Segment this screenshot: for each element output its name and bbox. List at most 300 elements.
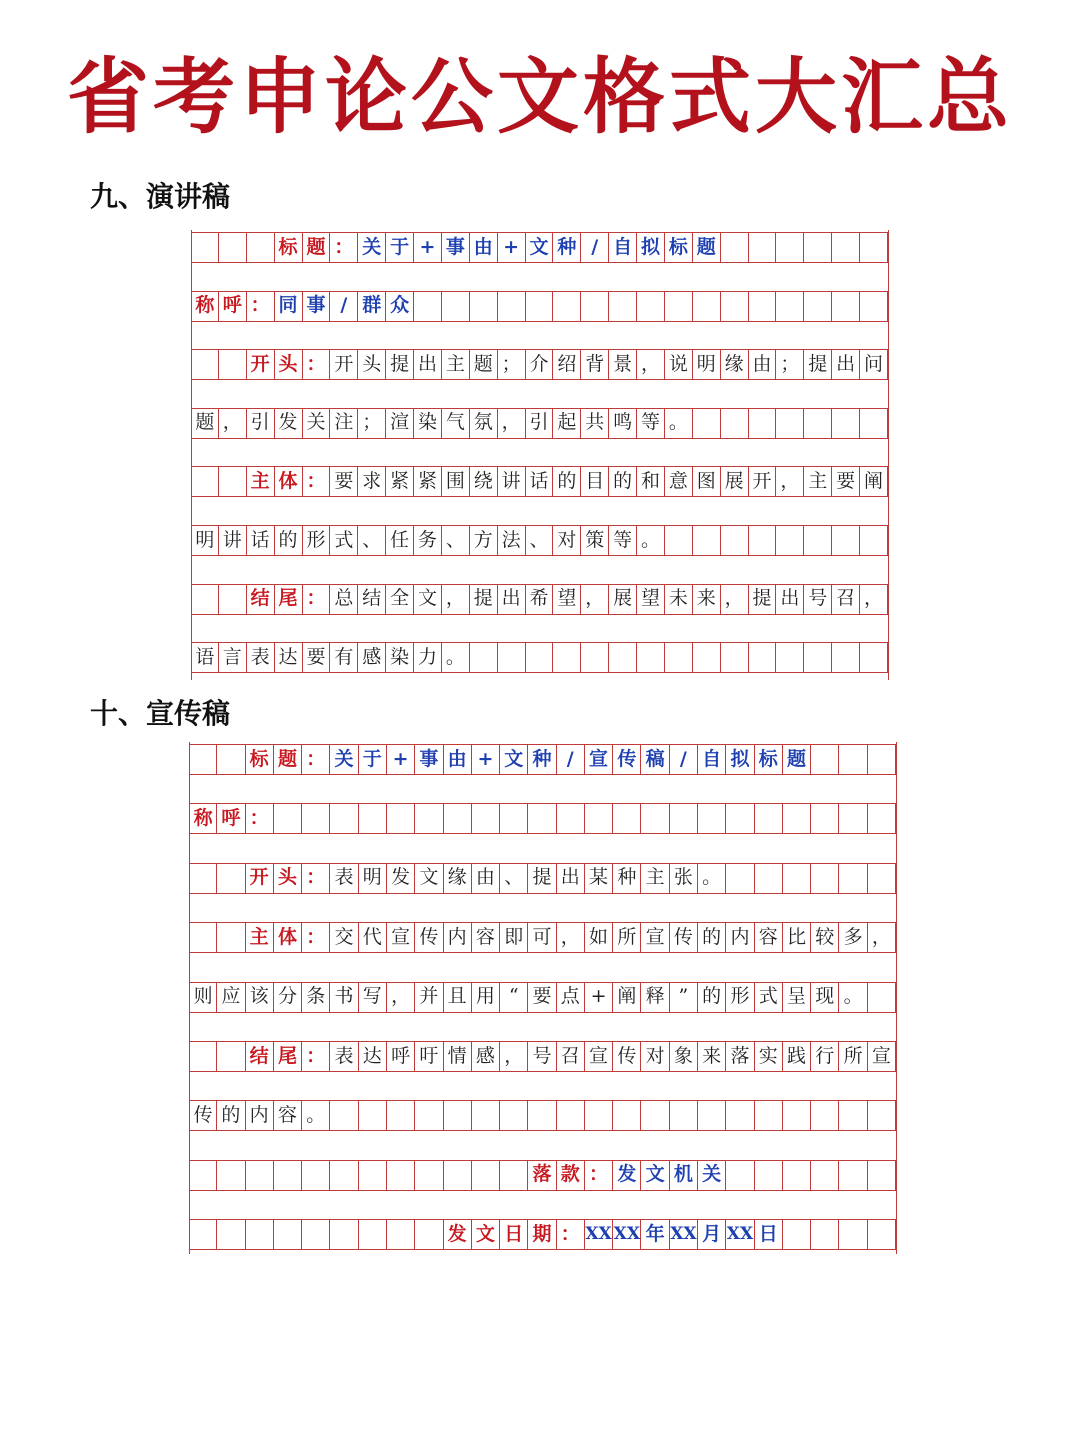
page-title: 省考申论公文格式大汇总 [66,50,1013,145]
grid-cell [526,291,554,321]
grid-char: 表 [247,642,275,672]
grid-char: 缘 [721,349,749,379]
grid-char: 紧 [414,466,442,496]
grid-char: 主 [641,863,669,893]
grid-char: 点 [557,982,585,1012]
grid-char: 达 [359,1041,387,1071]
grid-char: / [581,232,609,262]
grid-char: / [670,744,698,774]
grid-char: 书 [330,982,358,1012]
grid-cell [776,291,804,321]
grid-char: 开 [749,466,777,496]
grid-cell [585,1100,613,1130]
grid-char: 、 [358,525,386,555]
grid-cell [832,525,860,555]
grid-cell [219,584,247,614]
grid-cell [189,1160,217,1190]
grid-char: ； [358,408,386,438]
grid-char: 分 [274,982,302,1012]
grid-char: 应 [217,982,245,1012]
grid-cell [387,1160,415,1190]
grid-cell [191,584,219,614]
grid-char: ： [302,1041,330,1071]
grid-char: / [557,744,585,774]
grid-row [189,922,896,952]
grid-row [191,232,888,262]
grid-line [191,672,888,673]
grid-cell [217,863,245,893]
grid-char: 内 [726,922,754,952]
grid-row [191,642,888,672]
grid-char: 如 [585,922,613,952]
grid-char: + [414,232,442,262]
grid-char: 释 [641,982,669,1012]
grid-char: 主 [804,466,832,496]
grid-char: 意 [665,466,693,496]
grid-cell [693,525,721,555]
grid-char: 文 [500,744,528,774]
grid-cell [783,803,811,833]
grid-cell [217,1041,245,1071]
grid-char: 拟 [726,744,754,774]
grid-char: 言 [219,642,247,672]
grid-cell [387,1100,415,1130]
grid-cell [811,1100,839,1130]
grid-cell [359,803,387,833]
grid-char: 。 [637,525,665,555]
grid-char: 题 [693,232,721,262]
grid-char: 围 [442,466,470,496]
grid-char: 宣 [868,1041,896,1071]
grid-cell [804,642,832,672]
grid-cell [811,1160,839,1190]
grid-char: 的 [698,982,726,1012]
grid-char: 紧 [386,466,414,496]
grid-char: 鸣 [609,408,637,438]
grid-line [189,1012,896,1013]
grid-cell [330,803,358,833]
grid-char: 表 [330,863,358,893]
grid-row [191,349,888,379]
grid-char: 即 [500,922,528,952]
grid-char: 则 [189,982,217,1012]
grid-char: 背 [581,349,609,379]
grid-char: 文 [472,1219,500,1249]
grid-char: 望 [553,584,581,614]
grid-char: 的 [698,922,726,952]
grid-line [189,1071,896,1072]
grid-row [189,982,896,1012]
grid-char: 等 [609,525,637,555]
grid-char: 。 [698,863,726,893]
grid-cell [528,1100,556,1130]
grid-char: 绕 [470,466,498,496]
grid-cell [804,408,832,438]
grid-char: 共 [581,408,609,438]
grid-char: 出 [557,863,585,893]
grid-char: 由 [470,232,498,262]
grid-char: 结 [358,584,386,614]
grid-char: ” [670,982,698,1012]
grid-char: 染 [386,642,414,672]
grid-cell [189,1041,217,1071]
grid-char: 出 [414,349,442,379]
grid-cell [811,863,839,893]
grid-char: 题 [303,232,331,262]
grid-char: 张 [670,863,698,893]
grid-char: ， [868,922,896,952]
grid-char: 提 [804,349,832,379]
grid-char: 标 [755,744,783,774]
grid-char: ， [498,408,526,438]
grid-char: 发 [444,1219,472,1249]
grid-char: 结 [247,584,275,614]
grid-cell [330,1219,358,1249]
grid-char: 等 [637,408,665,438]
grid-char: 自 [609,232,637,262]
grid-char: 的 [275,525,303,555]
grid-cell [444,1100,472,1130]
grid-char: ， [860,584,888,614]
grid-char: 日 [500,1219,528,1249]
grid-char: XX [613,1219,641,1249]
grid-char: 吁 [415,1041,443,1071]
grid-char: 结 [246,1041,274,1071]
grid-char: 展 [609,584,637,614]
grid-char: ： [330,232,358,262]
grid-char: 实 [755,1041,783,1071]
grid-char: 宣 [387,922,415,952]
grid-cell [189,922,217,952]
grid-cell [721,642,749,672]
grid-char: 望 [637,584,665,614]
grid-char: 某 [585,863,613,893]
grid-row [191,584,888,614]
grid-cell [557,1100,585,1130]
grid-char: ： [246,803,274,833]
grid-char: 关 [330,744,358,774]
grid-char: 由 [472,863,500,893]
grid-char: 宣 [585,744,613,774]
grid-char: 介 [526,349,554,379]
grid-cell [693,291,721,321]
grid-cell [749,291,777,321]
grid-cell [860,525,888,555]
grid-char: 体 [274,922,302,952]
grid-char: ， [776,466,804,496]
grid-char: 话 [247,525,275,555]
grid-char: 标 [665,232,693,262]
grid-cell [472,1100,500,1130]
grid-char: 传 [613,1041,641,1071]
grid-cell [776,408,804,438]
grid-cell [274,1160,302,1190]
grid-char: ， [442,584,470,614]
grid-line [189,774,896,775]
grid-char: 所 [839,1041,867,1071]
grid-char: 全 [386,584,414,614]
grid-char: 、 [526,525,554,555]
grid-char: 发 [387,863,415,893]
grid-char: 多 [839,922,867,952]
grid-char: 内 [444,922,472,952]
grid-cell [839,863,867,893]
grid-cell [776,642,804,672]
grid-cell [783,1160,811,1190]
grid-line [191,262,888,263]
grid-cell [783,863,811,893]
grid-char: 。 [665,408,693,438]
grid-char: 式 [755,982,783,1012]
grid-char: 开 [330,349,358,379]
grid-line [189,952,896,953]
grid-cell [755,863,783,893]
grid-char: 主 [246,922,274,952]
grid-char: + [387,744,415,774]
grid-cell [868,863,896,893]
grid-line [189,1190,896,1191]
grid-char: 自 [698,744,726,774]
grid-cell [613,803,641,833]
grid-cell [191,466,219,496]
grid-cell [219,232,247,262]
grid-cell [553,642,581,672]
grid-cell [581,642,609,672]
grid-char: ， [721,584,749,614]
grid-char: 展 [721,466,749,496]
grid-char: 呼 [219,291,247,321]
grid-char: 稿 [641,744,669,774]
grid-cell [191,232,219,262]
grid-char: 缘 [444,863,472,893]
grid-cell [868,982,896,1012]
grid-char: 传 [415,922,443,952]
grid-char: ， [557,922,585,952]
grid-cell [415,1100,443,1130]
grid-char: 说 [665,349,693,379]
grid-char: 和 [637,466,665,496]
grid-char: 要 [303,642,331,672]
grid-line [189,1130,896,1131]
grid-cell [726,803,754,833]
grid-char: 文 [414,584,442,614]
grid-char: 条 [302,982,330,1012]
grid-char: 标 [275,232,303,262]
grid-char: 题 [783,744,811,774]
grid-char: 总 [330,584,358,614]
grid-char: 氛 [470,408,498,438]
grid-cell [472,803,500,833]
grid-char: 由 [749,349,777,379]
grid-cell [302,1219,330,1249]
grid-char: 比 [783,922,811,952]
grid-row [191,466,888,496]
grid-cell [302,1160,330,1190]
grid-char: 呼 [387,1041,415,1071]
grid-cell [613,1100,641,1130]
grid-char: 召 [832,584,860,614]
grid-cell [302,803,330,833]
grid-cell [860,291,888,321]
grid-cell [274,1219,302,1249]
grid-cell [500,1100,528,1130]
grid-char: 宣 [585,1041,613,1071]
grid-cell [553,291,581,321]
grid-cell [191,349,219,379]
grid-char: 事 [303,291,331,321]
grid-cell [641,803,669,833]
grid-char: 引 [247,408,275,438]
grid-char: 明 [359,863,387,893]
grid-cell [219,349,247,379]
grid-char: ： [303,584,331,614]
grid-cell [868,1100,896,1130]
grid-char: 落 [726,1041,754,1071]
grid-cell [641,1100,669,1130]
grid-char: 景 [609,349,637,379]
grid-cell [470,291,498,321]
grid-cell [500,1160,528,1190]
grid-cell [839,1100,867,1130]
grid-char: 种 [553,232,581,262]
grid-char: 。 [302,1100,330,1130]
grid-char: 策 [581,525,609,555]
grid-line [191,614,888,615]
grid-char: 较 [811,922,839,952]
grid-char: 传 [670,922,698,952]
grid-cell [721,291,749,321]
manuscript-grid-publicity [189,742,896,1254]
grid-cell [217,922,245,952]
grid-cell [832,408,860,438]
grid-cell [721,525,749,555]
grid-char: 月 [698,1219,726,1249]
grid-char: 尾 [275,584,303,614]
grid-char: ： [585,1160,613,1190]
grid-char: 讲 [498,466,526,496]
grid-border-right [888,230,889,680]
grid-cell [442,291,470,321]
grid-char: + [498,232,526,262]
grid-char: 呈 [783,982,811,1012]
grid-char: 渲 [386,408,414,438]
grid-row [189,1160,896,1190]
grid-char: 形 [303,525,331,555]
grid-char: 容 [274,1100,302,1130]
grid-char: 代 [359,922,387,952]
grid-cell [698,1100,726,1130]
grid-char: 起 [553,408,581,438]
grid-cell [274,803,302,833]
grid-cell [755,1100,783,1130]
grid-char: / [330,291,358,321]
grid-char: 种 [613,863,641,893]
grid-cell [585,803,613,833]
grid-char: 出 [776,584,804,614]
grid-char: 内 [246,1100,274,1130]
grid-row [189,1041,896,1071]
grid-cell [868,744,896,774]
grid-char: 由 [444,744,472,774]
grid-char: 于 [359,744,387,774]
grid-cell [860,408,888,438]
grid-char: 称 [189,803,217,833]
grid-char: 注 [330,408,358,438]
grid-char: ： [302,922,330,952]
grid-char: 传 [189,1100,217,1130]
grid-char: 提 [528,863,556,893]
grid-char: XX [585,1219,613,1249]
grid-cell [246,1219,274,1249]
grid-cell [755,1160,783,1190]
grid-char: 同 [275,291,303,321]
grid-cell [698,803,726,833]
grid-char: 希 [526,584,554,614]
grid-cell [804,525,832,555]
grid-char: 表 [330,1041,358,1071]
grid-cell [783,1100,811,1130]
grid-char: 行 [811,1041,839,1071]
grid-char: 号 [804,584,832,614]
grid-char: 目 [581,466,609,496]
grid-char: 明 [191,525,219,555]
grid-cell [470,642,498,672]
grid-char: ： [557,1219,585,1249]
grid-char: + [472,744,500,774]
grid-line [191,438,888,439]
grid-char: 事 [415,744,443,774]
grid-cell [189,744,217,774]
grid-cell [804,232,832,262]
grid-cell [811,803,839,833]
grid-cell [189,1219,217,1249]
grid-char: 用 [472,982,500,1012]
grid-char: ， [637,349,665,379]
grid-cell [860,232,888,262]
grid-char: 拟 [637,232,665,262]
grid-char: 问 [860,349,888,379]
grid-cell [860,642,888,672]
grid-char: 任 [386,525,414,555]
grid-char: 绍 [553,349,581,379]
grid-char: 关 [698,1160,726,1190]
grid-cell [217,744,245,774]
grid-cell [498,642,526,672]
grid-char: 于 [386,232,414,262]
grid-row [191,291,888,321]
grid-cell [783,1219,811,1249]
grid-char: 期 [528,1219,556,1249]
grid-char: 提 [470,584,498,614]
grid-char: 出 [498,584,526,614]
grid-char: 感 [358,642,386,672]
grid-cell [868,1160,896,1190]
grid-char: 传 [613,744,641,774]
grid-char: 头 [358,349,386,379]
grid-cell [749,642,777,672]
grid-cell [330,1160,358,1190]
grid-char: 众 [386,291,414,321]
grid-cell [472,1160,500,1190]
grid-char: 气 [442,408,470,438]
grid-char: 有 [330,642,358,672]
grid-cell [359,1100,387,1130]
grid-row [189,803,896,833]
grid-cell [498,291,526,321]
grid-char: 未 [665,584,693,614]
grid-char: 要 [832,466,860,496]
grid-char: 讲 [219,525,247,555]
